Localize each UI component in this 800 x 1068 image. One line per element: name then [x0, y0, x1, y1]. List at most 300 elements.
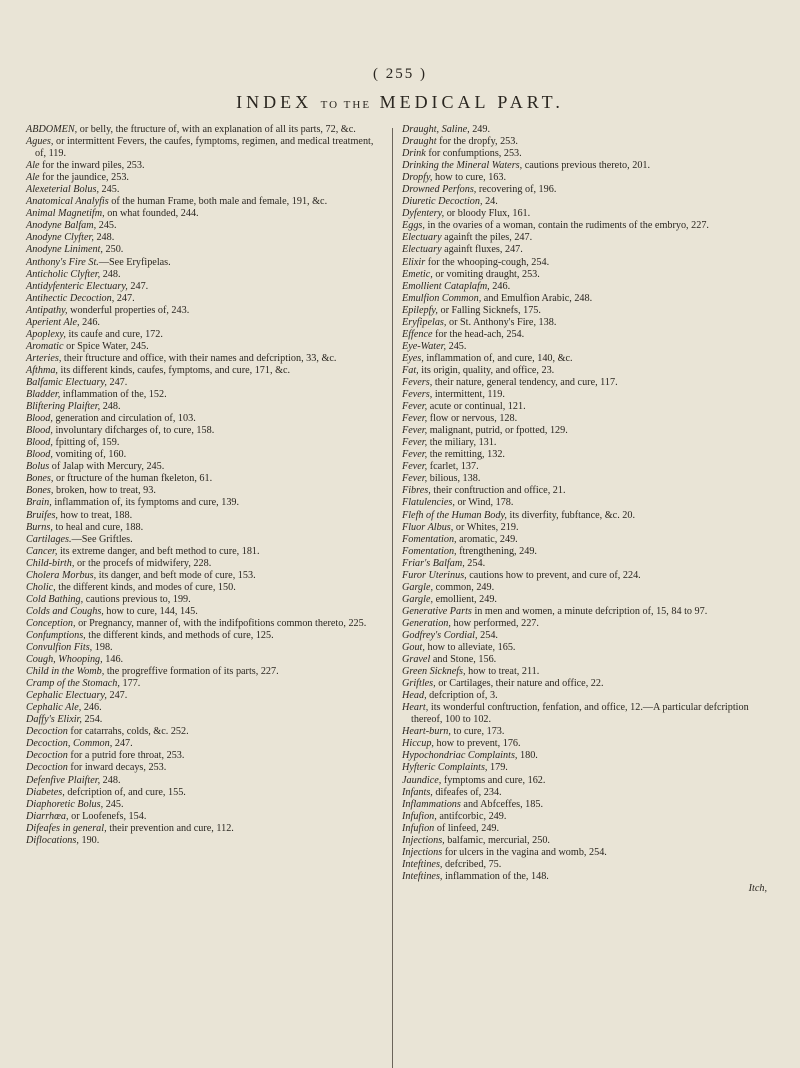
entry-heading: Blood,	[26, 449, 53, 461]
entry-text: inflammation of the, 152.	[60, 389, 167, 401]
entry-heading: Inteftines,	[402, 858, 443, 870]
index-entry	[402, 738, 777, 750]
entry-heading: Conception,	[26, 617, 76, 629]
entry-text: inflammation of, its fymptoms and cure, 139.	[51, 497, 240, 509]
index-entry	[402, 124, 777, 136]
entry-text: their conftruction and office, 21.	[430, 485, 566, 497]
entry-heading: Anatomical Analyfis	[26, 196, 109, 208]
entry-text: the progreffive formation of its parts, 227.	[104, 666, 279, 678]
index-entry	[26, 510, 384, 522]
index-entry	[402, 799, 777, 811]
entry-text: 247.	[106, 690, 128, 702]
entry-heading: Colds and Coughs,	[26, 605, 104, 617]
entry-heading: Generative Parts	[402, 605, 472, 617]
entry-text: for ulcers in the vagina and womb, 254.	[442, 846, 607, 858]
entry-text: aromatic, 249.	[456, 533, 518, 545]
index-entry	[26, 281, 384, 293]
index-entry	[26, 546, 384, 558]
index-entry	[402, 293, 777, 305]
index-entry	[26, 257, 384, 269]
entry-heading: Apoplexy,	[26, 328, 66, 340]
index-entry	[402, 618, 777, 630]
left-column	[26, 124, 384, 847]
entry-text: to heal and cure, 188.	[52, 521, 144, 533]
entry-text: and Stone, 156.	[430, 654, 497, 666]
entry-text: intermittent, 119.	[432, 389, 505, 401]
index-entry	[26, 702, 384, 714]
entry-heading: Bladder,	[26, 389, 61, 401]
index-entry	[402, 377, 777, 389]
title-prefix: INDEX	[236, 92, 313, 112]
entry-heading: Draught, Saline,	[402, 124, 470, 135]
index-entry	[26, 172, 384, 184]
entry-text: 247.	[127, 280, 149, 292]
entry-text: 249.	[469, 124, 491, 135]
entry-heading: Head,	[402, 690, 427, 702]
entry-heading: Animal Magnetifm,	[26, 208, 105, 220]
entry-heading: Infufion,	[402, 810, 437, 822]
index-entry	[26, 425, 384, 437]
entry-text: or St. Anthony's Fire, 138.	[446, 316, 557, 328]
index-entry	[26, 714, 384, 726]
entry-heading: Fat,	[402, 364, 419, 376]
entry-heading: Draught	[402, 136, 437, 148]
entry-heading: Electuary	[402, 232, 442, 244]
index-entry	[26, 762, 384, 774]
entry-heading: Godfrey's Cordial,	[402, 629, 478, 641]
entry-text: or bloody Flux, 161.	[444, 208, 531, 220]
entry-heading: Aromatic	[26, 340, 64, 352]
index-entry	[402, 305, 777, 317]
entry-text: for confumptions, 253.	[425, 148, 522, 160]
index-entry	[402, 353, 777, 365]
entry-heading: Fever,	[402, 473, 428, 485]
index-entry	[402, 148, 777, 160]
entry-heading: Fevers,	[402, 376, 433, 388]
index-entry	[26, 389, 384, 401]
entry-text: 246.	[79, 316, 100, 328]
index-entry	[26, 136, 384, 160]
index-entry	[402, 389, 777, 401]
entry-text: generation and circulation of, 103.	[52, 413, 196, 425]
entry-heading: Hyfteric Complaints,	[402, 762, 488, 774]
index-entry	[402, 220, 777, 232]
entry-text: 248.	[93, 232, 115, 244]
entry-heading: Ale	[26, 160, 40, 172]
entry-text: wonderful properties of, 243.	[67, 304, 190, 316]
entry-text: 177.	[119, 678, 141, 690]
entry-text: how to cure, 163.	[432, 172, 507, 184]
index-entry	[26, 124, 384, 136]
index-entry	[26, 606, 384, 618]
index-entry	[402, 208, 777, 220]
entry-heading: Child-birth,	[26, 557, 75, 569]
entry-text: their nature, general tendency, and cure, 117.	[432, 376, 618, 388]
index-entry	[26, 449, 384, 461]
index-entry	[26, 823, 384, 835]
entry-heading: Fever,	[402, 413, 428, 425]
index-entry	[26, 811, 384, 823]
entry-heading: Arteries,	[26, 352, 62, 364]
entry-text: 246.	[489, 280, 511, 292]
index-entry	[402, 835, 777, 847]
entry-heading: Drink	[402, 148, 426, 160]
entry-heading: Decoction	[26, 762, 68, 774]
index-entry	[402, 582, 777, 594]
entry-text: 248.	[100, 268, 121, 280]
index-entry	[26, 196, 384, 208]
entry-heading: Flefh of the Human Body,	[402, 509, 507, 521]
entry-text: defcription of, 3.	[426, 690, 498, 702]
index-entry	[26, 317, 384, 329]
entry-text: 254.	[464, 557, 486, 569]
entry-text: or Whites, 219.	[453, 521, 519, 533]
entry-text: emollient, 249.	[433, 593, 497, 605]
entry-text: involuntary difcharges of, to cure, 158.	[52, 425, 215, 437]
index-entry	[402, 196, 777, 208]
entry-heading: Infants,	[402, 786, 433, 798]
title-suffix: MEDICAL PART.	[379, 92, 564, 112]
entry-text: antifcorbic, 249.	[436, 810, 507, 822]
entry-heading: Anticholic Clyfter,	[26, 268, 101, 280]
entry-heading: Dyfentery,	[402, 208, 445, 220]
entry-heading: Fevers,	[402, 389, 433, 401]
index-entry	[402, 160, 777, 172]
entry-heading: Fomentation,	[402, 545, 457, 557]
entry-heading: Bones,	[26, 473, 54, 485]
index-entry	[402, 642, 777, 654]
entry-heading: Heart-burn,	[402, 726, 451, 738]
entry-heading: Dropfy,	[402, 172, 433, 184]
entry-heading: Blood,	[26, 413, 53, 425]
index-entry	[402, 522, 777, 534]
entry-text: of Jalap with Mercury, 245.	[49, 461, 165, 473]
entry-text: 254.	[477, 629, 498, 641]
entry-heading: Blood,	[26, 425, 53, 437]
entry-heading: Fever,	[402, 425, 428, 437]
entry-heading: Gravel	[402, 654, 431, 666]
entry-text: vomiting of, 160.	[52, 449, 127, 461]
entry-heading: Diuretic Decoction,	[402, 196, 483, 208]
index-entry	[402, 630, 777, 642]
entry-heading: Flatulencies,	[402, 497, 455, 509]
entry-text: or vomiting draught, 253.	[432, 268, 540, 280]
entry-heading: Fever,	[402, 461, 428, 473]
entry-text: the miliary, 131.	[427, 437, 497, 449]
index-entry	[402, 461, 777, 473]
index-entry	[402, 594, 777, 606]
index-entry	[402, 172, 777, 184]
index-entry	[402, 726, 777, 738]
index-entry	[26, 534, 384, 546]
index-entry	[402, 787, 777, 799]
entry-text: fcarlet, 137.	[427, 461, 479, 473]
entry-heading: Bones,	[26, 485, 54, 497]
entry-text: its origin, quality, and office, 23.	[418, 364, 555, 376]
entry-heading: Eggs,	[402, 220, 425, 232]
index-entry	[402, 847, 777, 859]
entry-heading: Bruifes,	[26, 509, 58, 521]
index-entry	[402, 570, 777, 582]
entry-text: for inward decays, 253.	[67, 762, 167, 774]
entry-heading: Cephalic Electuary,	[26, 690, 107, 702]
entry-text: of the human Frame, both male and female, 191, &c.	[108, 196, 328, 208]
entry-heading: Bliftering Plaifter,	[26, 401, 101, 413]
entry-heading: Anthony's Fire St.	[26, 256, 99, 268]
entry-heading: Decoction	[26, 750, 68, 762]
entry-text: cautions previous to, 199.	[83, 593, 191, 605]
entry-text: or Cartilages, their nature and office, 22.	[435, 678, 604, 690]
entry-text: 245.	[99, 184, 120, 196]
index-entry	[26, 305, 384, 317]
index-entry	[402, 473, 777, 485]
entry-text: how to prevent, 176.	[433, 738, 521, 750]
index-entry	[26, 775, 384, 787]
index-entry	[26, 618, 384, 630]
entry-text: inflammation of the, 148.	[442, 870, 549, 882]
index-entry	[26, 835, 384, 847]
entry-text: for the jaundice, 253.	[39, 172, 129, 184]
entry-text: 245.	[96, 220, 117, 232]
title-to: TO THE	[320, 99, 372, 111]
entry-text: defcribed, 75.	[442, 858, 502, 870]
entry-heading: Cramp of the Stomach,	[26, 678, 120, 690]
entry-heading: Furor Uterinus,	[402, 569, 467, 581]
entry-heading: Diflocations,	[26, 834, 79, 846]
index-entry	[402, 485, 777, 497]
entry-text: 245.	[103, 798, 124, 810]
entry-text: 179.	[487, 762, 508, 774]
entry-text: of linfeed, 249.	[434, 822, 500, 834]
entry-text: 146.	[102, 654, 124, 666]
entry-text: how to treat, 211.	[465, 666, 540, 678]
entry-text: or intermittent Fevers, the caufes, fymptoms, regimen, and medical treatment, of, 119.	[35, 136, 374, 160]
index-entry	[26, 244, 384, 256]
catchword: Itch,	[748, 882, 767, 894]
entry-heading: Bolus	[26, 461, 50, 473]
entry-heading: Gout,	[402, 642, 425, 654]
entry-text: acute or continual, 121.	[427, 401, 526, 413]
entry-heading: Green Sicknefs,	[402, 666, 466, 678]
entry-text: bilious, 138.	[427, 473, 481, 485]
index-entry	[402, 702, 777, 726]
entry-text: —See Eryfipelas.	[98, 256, 171, 268]
entry-text: how to treat, 188.	[57, 509, 133, 521]
index-entry	[402, 281, 777, 293]
entry-heading: Injections,	[402, 834, 445, 846]
entry-text: or Spice Water, 245.	[63, 340, 149, 352]
right-column	[402, 124, 777, 895]
entry-heading: Cartilages.	[26, 533, 72, 545]
entry-text: difeafes of, 234.	[432, 786, 502, 798]
entry-text: and Emulfion Arabic, 248.	[481, 292, 593, 304]
entry-text: their prevention and cure, 112.	[106, 822, 234, 834]
entry-text: 250.	[102, 244, 124, 256]
entry-text: in men and women, a minute defcription of, 15, 84 to 97.	[471, 605, 708, 617]
entry-heading: Gargle,	[402, 593, 434, 605]
entry-text: for the head-ach, 254.	[432, 328, 525, 340]
entry-text: malignant, putrid, or fpotted, 129.	[427, 425, 568, 437]
index-entry	[26, 522, 384, 534]
index-entry	[402, 534, 777, 546]
entry-text: for the inward piles, 253.	[39, 160, 145, 172]
entry-heading: Anodyne Liniment,	[26, 244, 103, 256]
index-entry	[26, 365, 384, 377]
entry-heading: Cancer,	[26, 545, 58, 557]
entry-text: 248.	[100, 774, 121, 786]
index-entry	[26, 642, 384, 654]
index-entry	[26, 208, 384, 220]
index-entry	[26, 678, 384, 690]
index-entry	[26, 570, 384, 582]
index-entry	[26, 401, 384, 413]
entry-heading: Hiccup,	[402, 738, 434, 750]
entry-heading: Emollient Cataplafm,	[402, 280, 490, 292]
index-entry	[26, 787, 384, 799]
index-entry	[402, 184, 777, 196]
page-title	[0, 92, 800, 113]
index-entry	[402, 244, 777, 256]
entry-text: or Pregnancy, manner of, with the indifpofitions common thereto, 225.	[75, 617, 367, 629]
entry-heading: Emulfion Common,	[402, 292, 482, 304]
entry-heading: Brain,	[26, 497, 52, 509]
entry-text: or Wind, 178.	[454, 497, 514, 509]
entry-text: and Abfceffes, 185.	[460, 798, 544, 810]
index-entry	[26, 799, 384, 811]
page-number: ( 255 )	[373, 66, 427, 82]
entry-heading: Fever,	[402, 449, 428, 461]
entry-heading: Ale	[26, 172, 40, 184]
entry-text: its wonderful conftruction, fenfation, and office, 12.—A particular defcription thereof, 100 to 102.	[411, 702, 749, 726]
index-entry	[26, 160, 384, 172]
entry-text: or the procefs of midwifery, 228.	[74, 557, 212, 569]
entry-text: cautions how to prevent, and cure of, 224.	[466, 569, 641, 581]
entry-heading: Elixir	[402, 256, 426, 268]
index-entry	[26, 750, 384, 762]
entry-text: how to alleviate, 165.	[424, 642, 516, 654]
index-entry	[26, 654, 384, 666]
entry-heading: Cholera Morbus,	[26, 569, 97, 581]
entry-text: 247.	[112, 738, 133, 750]
entry-heading: Epilepfy,	[402, 304, 438, 316]
entry-heading: Cough, Whooping,	[26, 654, 103, 666]
index-entry	[402, 136, 777, 148]
entry-text: 24.	[482, 196, 498, 208]
entry-text: for a putrid fore throat, 253.	[67, 750, 185, 762]
entry-text: in the ovaries of a woman, contain the rudiments of the embryo, 227.	[424, 220, 709, 232]
entry-text: 190.	[78, 834, 100, 846]
index-entry	[26, 738, 384, 750]
entry-heading: Antidyfenteric Electuary,	[26, 280, 128, 292]
entry-heading: Afthma,	[26, 364, 58, 376]
entry-text: fpitting of, 159.	[52, 437, 120, 449]
entry-text: its different kinds, caufes, fymptoms, and cure, 171, &c.	[57, 364, 291, 376]
entry-heading: Diaphoretic Bolus,	[26, 798, 104, 810]
entry-text: how to cure, 144, 145.	[103, 605, 198, 617]
index-entry	[26, 220, 384, 232]
index-entry	[402, 678, 777, 690]
index-entry	[402, 690, 777, 702]
entry-heading: Balfamic Electuary,	[26, 376, 107, 388]
entry-heading: Agues,	[26, 136, 54, 148]
index-entry	[402, 510, 777, 522]
entry-text: the different kinds, and modes of cure, 150.	[55, 581, 236, 593]
index-entry	[26, 558, 384, 570]
entry-text: broken, how to treat, 93.	[53, 485, 156, 497]
entry-heading: Fever,	[402, 401, 428, 413]
index-entry	[402, 558, 777, 570]
entry-text: flow or nervous, 128.	[427, 413, 518, 425]
column-divider	[392, 128, 393, 1068]
entry-heading: Diabetes,	[26, 786, 65, 798]
entry-text: or Loofenefs, 154.	[68, 810, 147, 822]
entry-heading: Fluor Albus,	[402, 521, 454, 533]
index-entry	[402, 341, 777, 353]
entry-heading: Decoction	[26, 726, 68, 738]
entry-text: 254.	[81, 714, 103, 726]
entry-heading: Confumptions,	[26, 629, 86, 641]
index-entry	[26, 726, 384, 738]
index-entry	[26, 184, 384, 196]
entry-heading: Eryfipelas,	[402, 316, 447, 328]
entry-text: fymptoms and cure, 162.	[441, 774, 546, 786]
entry-heading: ABDOMEN,	[26, 124, 78, 135]
index-entry	[402, 437, 777, 449]
entry-heading: Anodyne Balfam,	[26, 220, 97, 232]
entry-heading: Jaundice,	[402, 774, 442, 786]
index-entry	[26, 293, 384, 305]
entry-heading: Gargle,	[402, 581, 434, 593]
index-entry	[402, 762, 777, 774]
entry-text: cautions previous thereto, 201.	[522, 160, 651, 172]
index-entry	[26, 437, 384, 449]
entry-text: for the dropfy, 253.	[436, 136, 518, 148]
entry-heading: Eye-Water,	[402, 340, 447, 352]
index-entry	[402, 811, 777, 823]
entry-heading: Electuary	[402, 244, 442, 256]
entry-heading: Drinking the Mineral Waters,	[402, 160, 523, 172]
entry-heading: Drowned Perfons,	[402, 184, 477, 196]
entry-text: their ftructure and office, with their names and defcription, 33, &c.	[61, 352, 337, 364]
index-entry	[402, 269, 777, 281]
index-entry	[26, 232, 384, 244]
entry-heading: Antihectic Decoction,	[26, 292, 115, 304]
index-entry	[26, 630, 384, 642]
entry-heading: Fibres,	[402, 485, 431, 497]
index-entry	[402, 257, 777, 269]
entry-text: the different kinds, and methods of cure, 125.	[85, 629, 274, 641]
entry-text: common, 249.	[433, 581, 495, 593]
entry-heading: Difeafes in general,	[26, 822, 107, 834]
entry-text: the remitting, 132.	[427, 449, 505, 461]
index-entry	[402, 750, 777, 762]
entry-heading: Fever,	[402, 437, 428, 449]
index-entry	[26, 461, 384, 473]
entry-text: 248.	[100, 401, 121, 413]
entry-heading: Infufion	[402, 822, 435, 834]
entry-heading: Friar's Balfam,	[402, 557, 465, 569]
entry-heading: Antipathy,	[26, 304, 68, 316]
index-entry	[402, 401, 777, 413]
entry-heading: Fomentation,	[402, 533, 457, 545]
index-entry	[26, 594, 384, 606]
entry-heading: Defenfive Plaifter,	[26, 774, 101, 786]
index-entry	[402, 425, 777, 437]
entry-heading: Cold Bathing,	[26, 593, 84, 605]
entry-text: its extreme danger, and beft method to cure, 181.	[57, 545, 260, 557]
entry-text: for the whooping-cough, 254.	[425, 256, 550, 268]
index-entry	[402, 606, 777, 618]
